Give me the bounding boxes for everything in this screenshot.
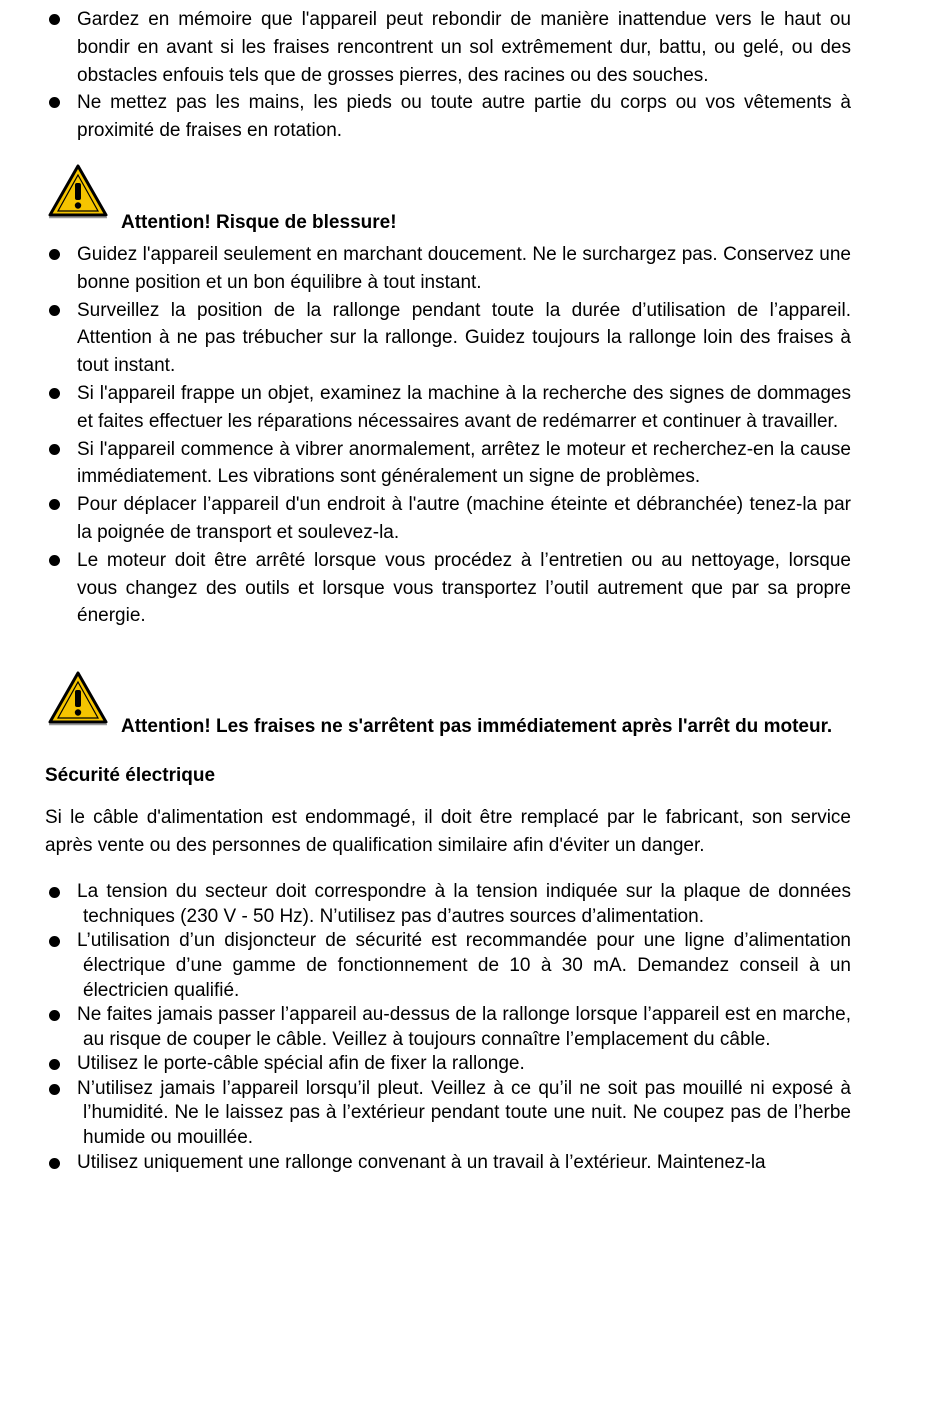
warning-block [45, 670, 851, 744]
list-item: Surveillez la position de la rallonge pendant toute la durée d’utilisation de l’appareil. Attention à ne pas trébucher sur la rallonge. Guidez toujours la rallonge loin des fraises à tout instant. [45, 297, 851, 380]
list-item: Ne faites jamais passer l’appareil au-dessus de la rallonge lorsque l’appareil est en marche, au risque de couper le câble. Veillez à toujours connaître l’emplacement du câble. [45, 1003, 851, 1052]
list-item: Ne mettez pas les mains, les pieds ou toute autre partie du corps ou vos vêtements à proximité de fraises en rotation. [45, 89, 851, 145]
bullet-list-top [45, 6, 851, 145]
list-item: Utilisez uniquement une rallonge convenant à un travail à l’extérieur. Maintenez-la [45, 1151, 851, 1176]
list-item: La tension du secteur doit correspondre à la tension indiquée sur la plaque de données techniques (230 V - 50 Hz). N’utilisez pas d’autres sources d’alimentation. [45, 880, 851, 929]
list-item: Utilisez le porte-câble spécial afin de fixer la rallonge. [45, 1052, 851, 1077]
list-item: Si l'appareil commence à vibrer anormalement, arrêtez le moteur et recherchez-en la cause immédiatement. Les vibrations sont généralement un signe de problèmes. [45, 436, 851, 492]
section-paragraph: Si le câble d'alimentation est endommagé, il doit être remplacé par le fabricant, son service après vente ou des personnes de qualification similaire afin d'éviter un danger. [45, 807, 851, 857]
section-heading: Sécurité électrique [45, 765, 216, 787]
warning-block [45, 163, 851, 235]
bullet-list-middle [45, 241, 851, 630]
list-item: N’utilisez jamais l’appareil lorsqu’il pleut. Veillez à ce qu’il ne soit pas mouillé ni exposé à l’humidité. Ne le laissez pas à l’extérieur pendant toute une nuit. Ne coupez pas de l’herbe humide ou mouillée. [45, 1077, 851, 1151]
list-item: Le moteur doit être arrêté lorsque vous procédez à l’entretien ou au nettoyage, lorsque vous changez des outils et lorsque vous transportez l’outil autrement que par sa propre énergie. [45, 547, 851, 630]
list-item: L’utilisation d’un disjoncteur de sécurité est recommandée pour une ligne d’alimentation électrique d’une gamme de fonctionnement de 10 à 30 mA. Demandez conseil à un électricien qualifié. [45, 929, 851, 1003]
warning-triangle-icon [47, 163, 109, 219]
bullet-list-electric [45, 880, 851, 1175]
list-item: Guidez l'appareil seulement en marchant doucement. Ne le surchargez pas. Conservez une bonne position et un bon équilibre à tout instant. [45, 241, 851, 297]
spacer [45, 860, 851, 880]
manual-page [45, 6, 851, 1175]
warning-triangle-icon [47, 670, 109, 726]
list-item: Gardez en mémoire que l'appareil peut rebondir de manière inattendue vers le haut ou bondir en avant si les fraises rencontrent un sol extrêmement dur, battu, ou gelé, ou des obstacles enfouis tels que de grosses pierres, des racines ou des souches. [45, 6, 851, 89]
warning-text: Attention! Risque de blessure! [121, 211, 397, 233]
list-item: Si l'appareil frappe un objet, examinez la machine à la recherche des signes de dommages et faites effectuer les réparations nécessaires avant de redémarrer et continuer à travailler. [45, 380, 851, 436]
warning-text: Attention! Les fraises ne s'arrêtent pas immédiatement après l'arrêt du moteur. [121, 716, 833, 738]
list-item: Pour déplacer l’appareil d'un endroit à l'autre (machine éteinte et débranchée) tenez-la par la poignée de transport et soulevez-la. [45, 491, 851, 547]
